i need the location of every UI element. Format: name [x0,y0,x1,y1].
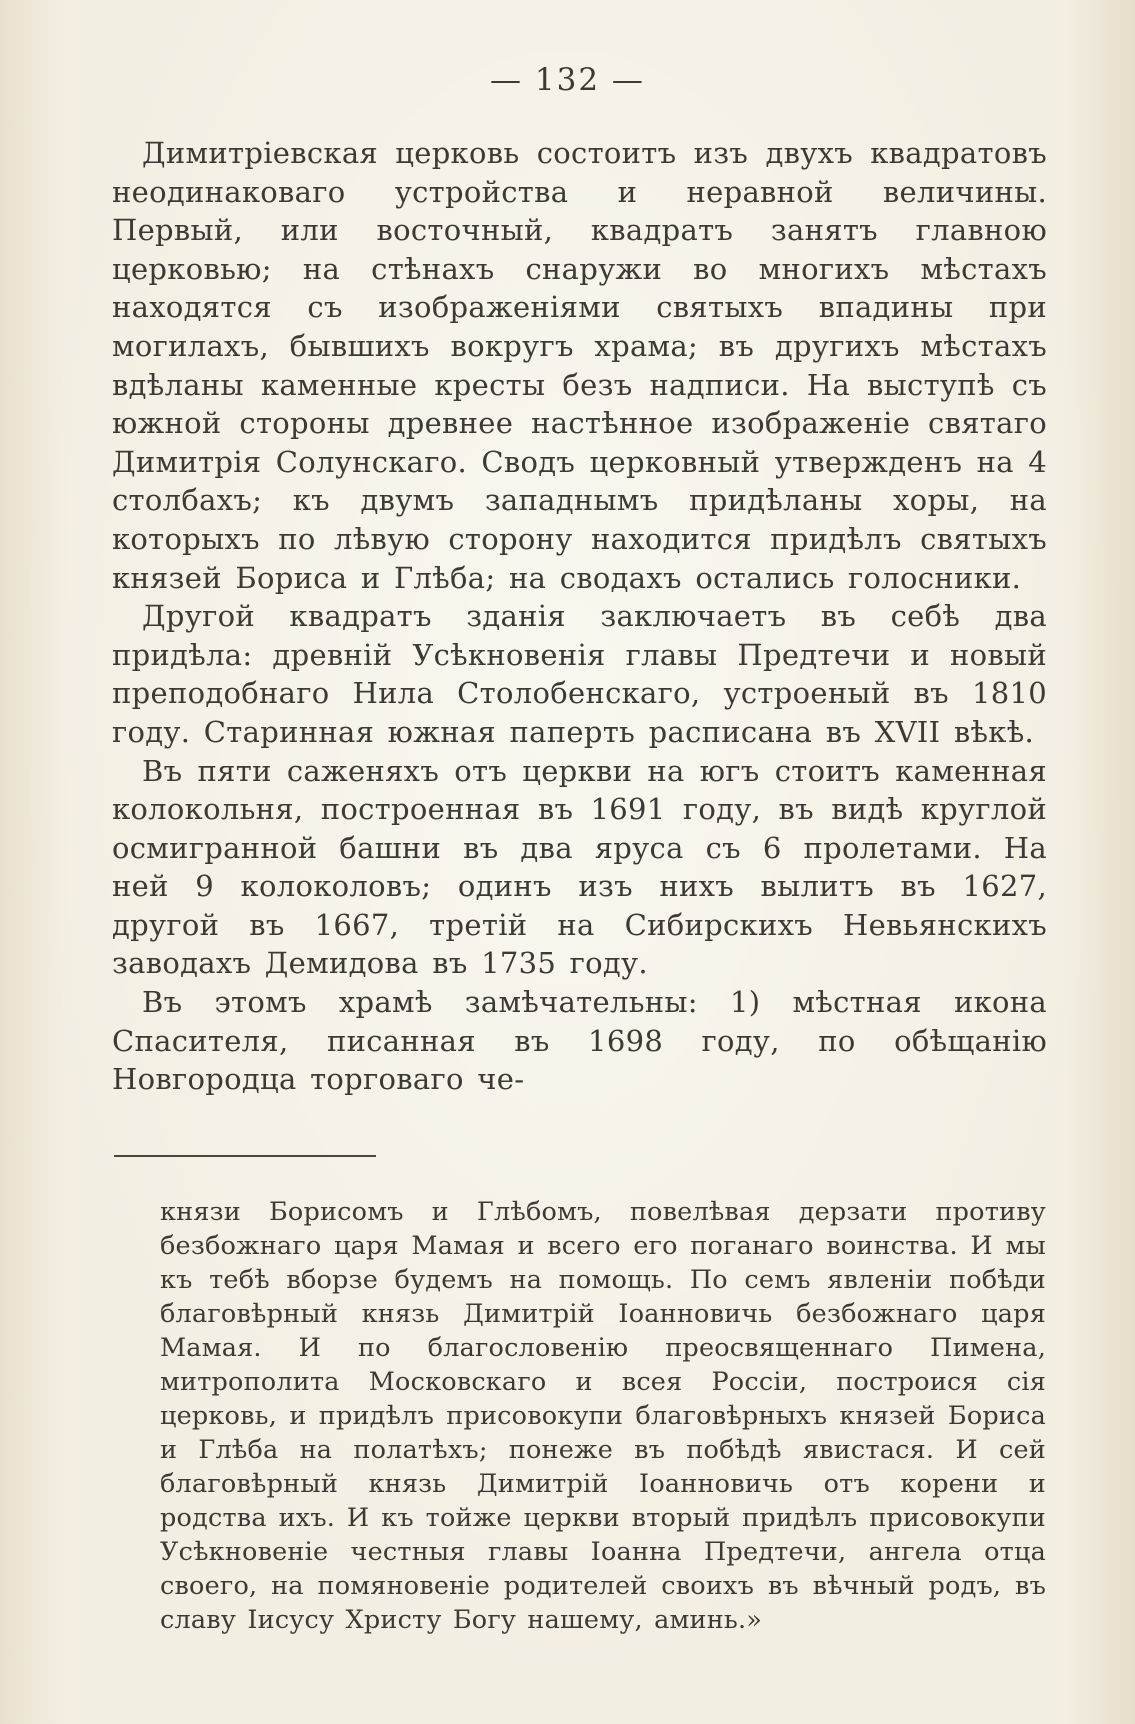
footnote-text: князи Борисомъ и Глѣбомъ, повелѣвая дерзати противу безбожнаго царя Мамая и всего его поганаго воинства. И мы къ тебѣ вборзе будемъ на помощь. По семъ явленіи побѣди благовѣрный князь Димитрій Іоанновичь безбожнаго царя Мамая. И по благословенію преосвященнаго Пимена, митрополита Московскаго и всея Россіи, построися сія церковь, и придѣлъ присовокупи благовѣрныхъ князей Бориса и Глѣба на полатѣхъ; понеже въ побѣдѣ явистася. И сей благовѣрный князь Димитрій Іоанновичь отъ корени и родства ихъ. И къ тойже церкви вторый придѣлъ присовокупи Усѣкновеніе честныя главы Іоанна Предтечи, ангела отца своего, на помяновеніе родителей своихъ въ вѣчный родъ, въ славу Іисусу Христу Богу нашему, аминь.» [160,1197,1046,1635]
main-text [112,134,1047,1099]
page-number: — 132 — [490,62,645,98]
footnote [160,1195,1046,1637]
paragraph-second-square: Другой квадратъ зданія заключаетъ въ себѣ два придѣла: древній Усѣкновенія главы Предтечи и новый преподобнаго Нила Столобенскаго, устроеный въ 1810 году. Старинная южная паперть расписана въ XVII вѣкѣ. [112,599,1047,749]
paragraph-notable-icons: Въ этомъ храмѣ замѣчательны: 1) мѣстная икона Спасителя, писанная въ 1698 году, по обѣщанію Новгородца торговаго че- [112,985,1047,1097]
paragraph-bell-tower: Въ пяти саженяхъ отъ церкви на югъ стоитъ каменная колокольня, построенная въ 1691 году, въ видѣ круглой осмигранной башни въ два яруса съ 6 пролетами. На ней 9 колоколовъ; одинъ изъ нихъ вылитъ въ 1627, другой въ 1667, третій на Сибирскихъ Невьянскихъ заводахъ Демидова въ 1735 году. [112,753,1047,981]
footnote-divider [114,1155,376,1157]
paragraph-church-description: Димитріевская церковь состоитъ изъ двухъ квадратовъ неодинаковаго устройства и неравной величины. Первый, или восточный, квадратъ занятъ главною церковью; на стѣнахъ снаружи во многихъ мѣстахъ находятся съ изображеніями святыхъ впадины при могилахъ, бывшихъ вокругъ храма; въ другихъ мѣстахъ вдѣланы каменные кресты безъ надписи. На выступѣ съ южной стороны древнее настѣнное изображеніе святаго Димитрія Солунскаго. Сводъ церковный утвержденъ на 4 столбахъ; къ двумъ западнымъ придѣланы хоры, на которыхъ по лѣвую сторону находится придѣлъ святыхъ князей Бориса и Глѣба; на сводахъ остались голосники. [112,136,1047,595]
